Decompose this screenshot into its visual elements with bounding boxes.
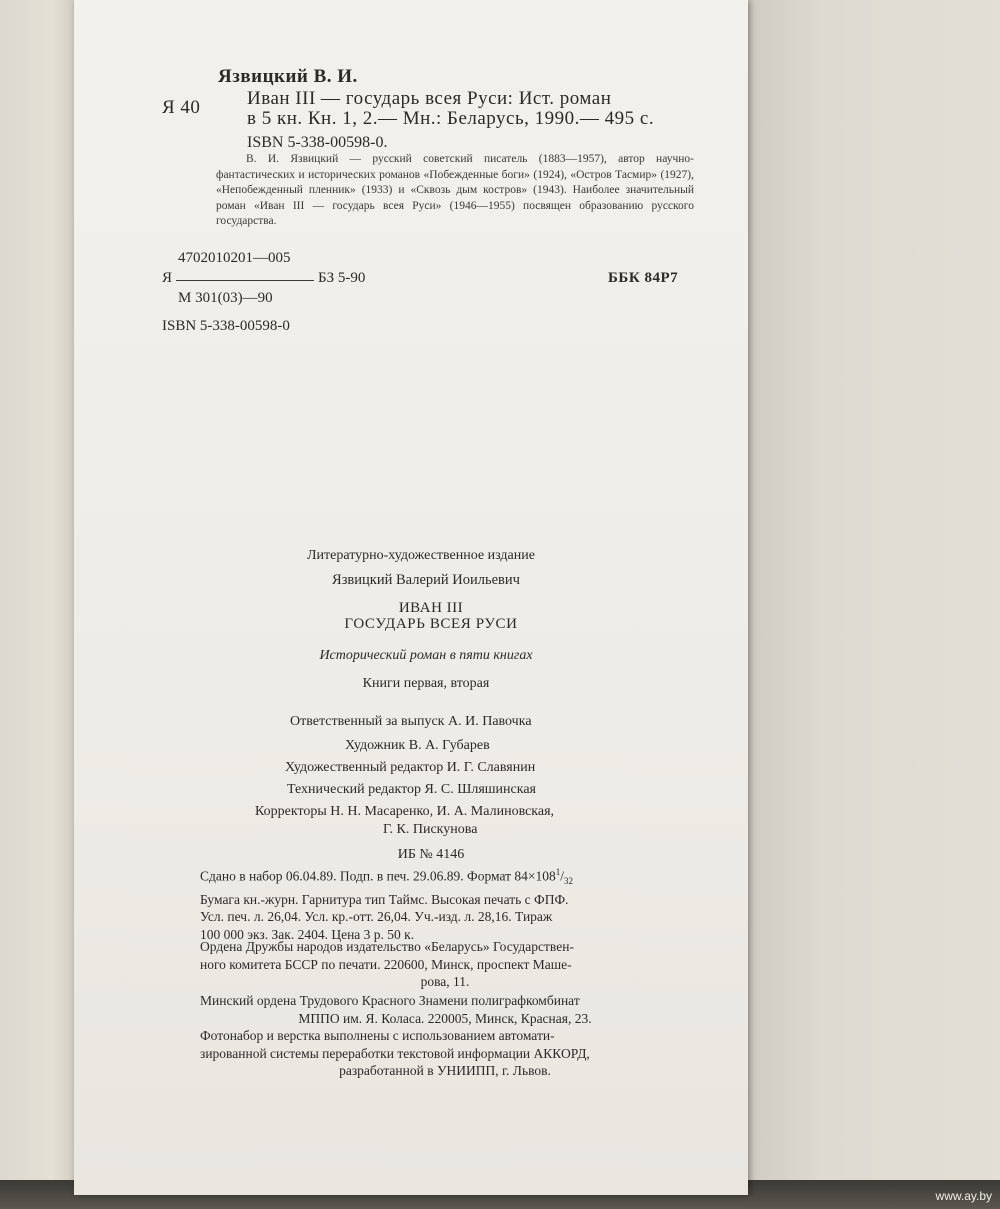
- credit-proofreaders: Корректоры Н. Н. Масаренко, И. А. Малиновская,: [255, 804, 555, 819]
- typesetting-info: [200, 1027, 690, 1080]
- printing-specs: [200, 864, 690, 943]
- printing-specs-line-3: Усл. печ. л. 26,04. Усл. кр.-отт. 26,04. Уч.-изд. л. 28,16. Тираж: [200, 909, 553, 925]
- catalog-code-bottom: М 301(03)—90: [178, 290, 273, 306]
- typesetting-line-1: Фотонабор и верстка выполнены с использованием автомати-: [200, 1028, 555, 1043]
- book-title-line-1: ИВАН III: [398, 600, 464, 616]
- cover-edge-right: [748, 0, 1000, 1180]
- format-subscript: 32: [564, 876, 574, 887]
- shelf-code: Я 40: [162, 97, 201, 118]
- books-included: Книги первая, вторая: [362, 676, 490, 691]
- credit-art-editor: Художественный редактор И. Г. Славянин: [285, 760, 536, 775]
- book-subtitle: Исторический роман в пяти книгах: [319, 648, 533, 663]
- watermark-text: www.ay.by: [935, 1189, 992, 1203]
- credit-responsible: Ответственный за выпуск А. И. Павочка: [290, 714, 532, 729]
- format-slash: /: [560, 868, 565, 884]
- ib-number: ИБ № 4146: [397, 847, 465, 862]
- publisher-info: [200, 938, 690, 991]
- catalog-series: БЗ 5-90: [318, 270, 366, 286]
- printer-info: [200, 992, 690, 1027]
- printing-specs-line-2: Бумага кн.-журн. Гарнитура тип Таймс. Высокая печать с ФПФ.: [200, 891, 569, 907]
- printer-line-2: МППО им. Я. Коласа. 220005, Минск, Красная, 23.: [298, 1010, 592, 1026]
- book-title-line-2: ГОСУДАРЬ ВСЕЯ РУСИ: [344, 616, 518, 632]
- catalog-divider: [176, 280, 314, 281]
- bib-line-1: Иван III — государь всея Руси: Ист. роман: [247, 88, 612, 109]
- isbn-line: ISBN 5-338-00598-0.: [247, 134, 388, 151]
- publisher-line-1: Ордена Дружбы народов издательство «Беларусь» Государствен-: [200, 939, 574, 954]
- bbk-code: ББК 84Р7: [608, 270, 679, 286]
- catalog-code-top: 4702010201—005: [178, 250, 291, 266]
- printing-specs-line-1: [200, 864, 690, 891]
- author-full-name: Язвицкий Валерий Иоильевич: [332, 572, 520, 588]
- publisher-line-2: ного комитета БССР по печати. 220600, Минск, проспект Маше-: [200, 956, 572, 972]
- credit-artist: Художник В. А. Губарев: [345, 738, 490, 753]
- format-superscript: 1: [555, 867, 561, 877]
- author-heading: Язвицкий В. И.: [218, 66, 358, 87]
- format-text: Сдано в набор 06.04.89. Подп. в печ. 29.06.89. Формат 84×108: [200, 868, 556, 884]
- printer-line-1: Минский ордена Трудового Красного Знамени полиграфкомбинат: [200, 993, 580, 1008]
- catalog-prefix: Я: [162, 270, 173, 286]
- annotation-text: В. И. Язвицкий — русский советский писатель (1883—1957), автор научно-фантастических и исторических романов «Побежденные боги» (1924), «Остров Тасмир» (1927), «Непобежденный пленник» (1933) и «Сквозь дым костров» (1943). Наиболее значительный роман «Иван III — государь всея Руси» (1946—1955) посвящен образованию русского государства.: [216, 153, 694, 227]
- typesetting-line-3: разработанной в УНИИПП, г. Львов.: [339, 1063, 551, 1078]
- credit-tech-editor: Технический редактор Я. С. Шляшинская: [287, 782, 536, 797]
- bib-line-2: в 5 кн. Кн. 1, 2.— Мн.: Беларусь, 1990.— 495 с.: [247, 108, 655, 129]
- edition-genre: Литературно-художественное издание: [307, 548, 535, 563]
- publisher-line-3: рова, 11.: [420, 974, 470, 989]
- isbn-catalog: ISBN 5-338-00598-0: [162, 318, 290, 334]
- credit-proofreaders-cont: Г. К. Пискунова: [383, 822, 478, 837]
- cover-edge-left: [0, 0, 74, 1209]
- typesetting-line-2: зированной системы переработки текстовой информации АККОРД,: [200, 1045, 590, 1061]
- printing-specs-line-4: 100 000 экз. Зак. 2404. Цена 3 р. 50 к.: [200, 926, 415, 942]
